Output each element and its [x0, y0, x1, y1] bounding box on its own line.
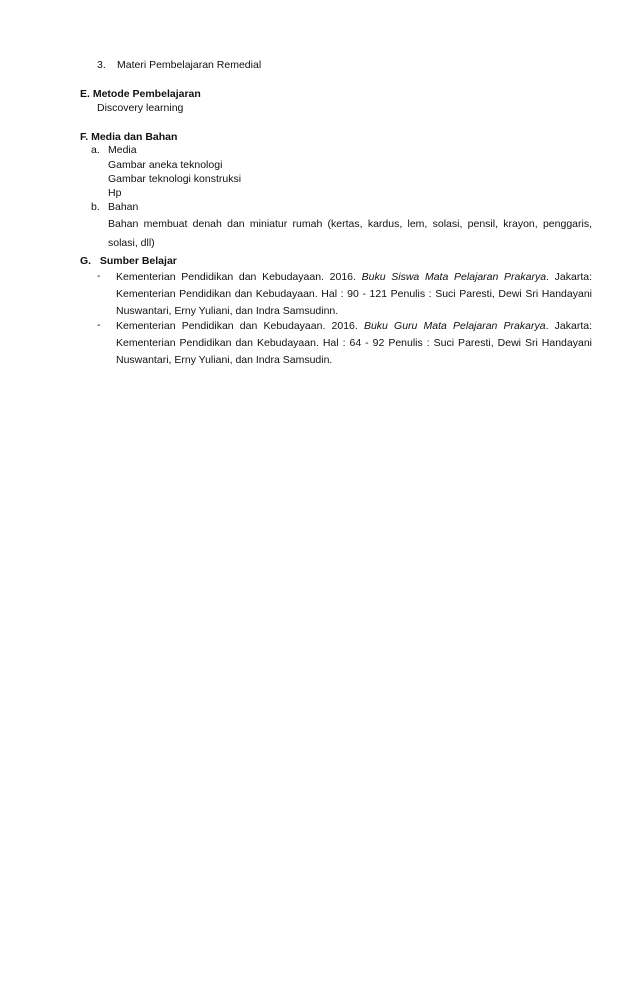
reference-dash: - — [97, 270, 101, 282]
section-f-b-label: b. — [91, 201, 100, 213]
reference-book-title: Buku Siswa Mata Pelajaran Prakarya — [361, 271, 547, 283]
media-item: Gambar aneka teknologi — [108, 159, 223, 171]
media-item: Gambar teknologi konstruksi — [108, 173, 242, 185]
reference-details: . Jakarta: Kementerian Pendidikan dan Kebudayaan. Hal : 64 - 92 Penulis : Suci Paresti, Dewi Sri Handayani Nuswantari, Erny Yuliani, dan Indra Samsudin. — [116, 320, 593, 366]
section-e-heading: E. Metode Pembelajaran — [80, 88, 201, 100]
reference-item — [116, 318, 592, 369]
reference-book-title: Buku Guru Mata Pelajaran Prakarya — [363, 320, 546, 332]
section-f-a-label: a. — [91, 144, 100, 156]
bahan-text: Bahan membuat denah dan miniatur rumah (kertas, kardus, lem, solasi, pensil, krayon, penggaris, solasi, dll) — [108, 218, 592, 249]
section-e-content: Discovery learning — [97, 102, 184, 114]
section-g-heading: G. Sumber Belajar — [80, 255, 177, 267]
section-f-a-title: Media — [108, 144, 137, 156]
reference-prefix: Kementerian Pendidikan dan Kebudayaan. 2016. — [116, 320, 364, 332]
reference-dash: - — [97, 319, 101, 331]
item-3-number: 3. — [97, 59, 106, 71]
section-f-heading: F. Media dan Bahan — [80, 131, 178, 143]
media-item: Hp — [108, 187, 122, 199]
reference-details: . Jakarta: Kementerian Pendidikan dan Kebudayaan. Hal : 90 - 121 Penulis : Suci Paresti, Dewi Sri Handayani Nuswantari, Erny Yuliani, dan Indra Samsudinn. — [116, 271, 593, 317]
item-3-text: Materi Pembelajaran Remedial — [117, 59, 262, 71]
section-f-b-title: Bahan — [108, 201, 139, 213]
reference-prefix: Kementerian Pendidikan dan Kebudayaan. 2016. — [116, 271, 362, 283]
reference-item — [116, 269, 592, 320]
